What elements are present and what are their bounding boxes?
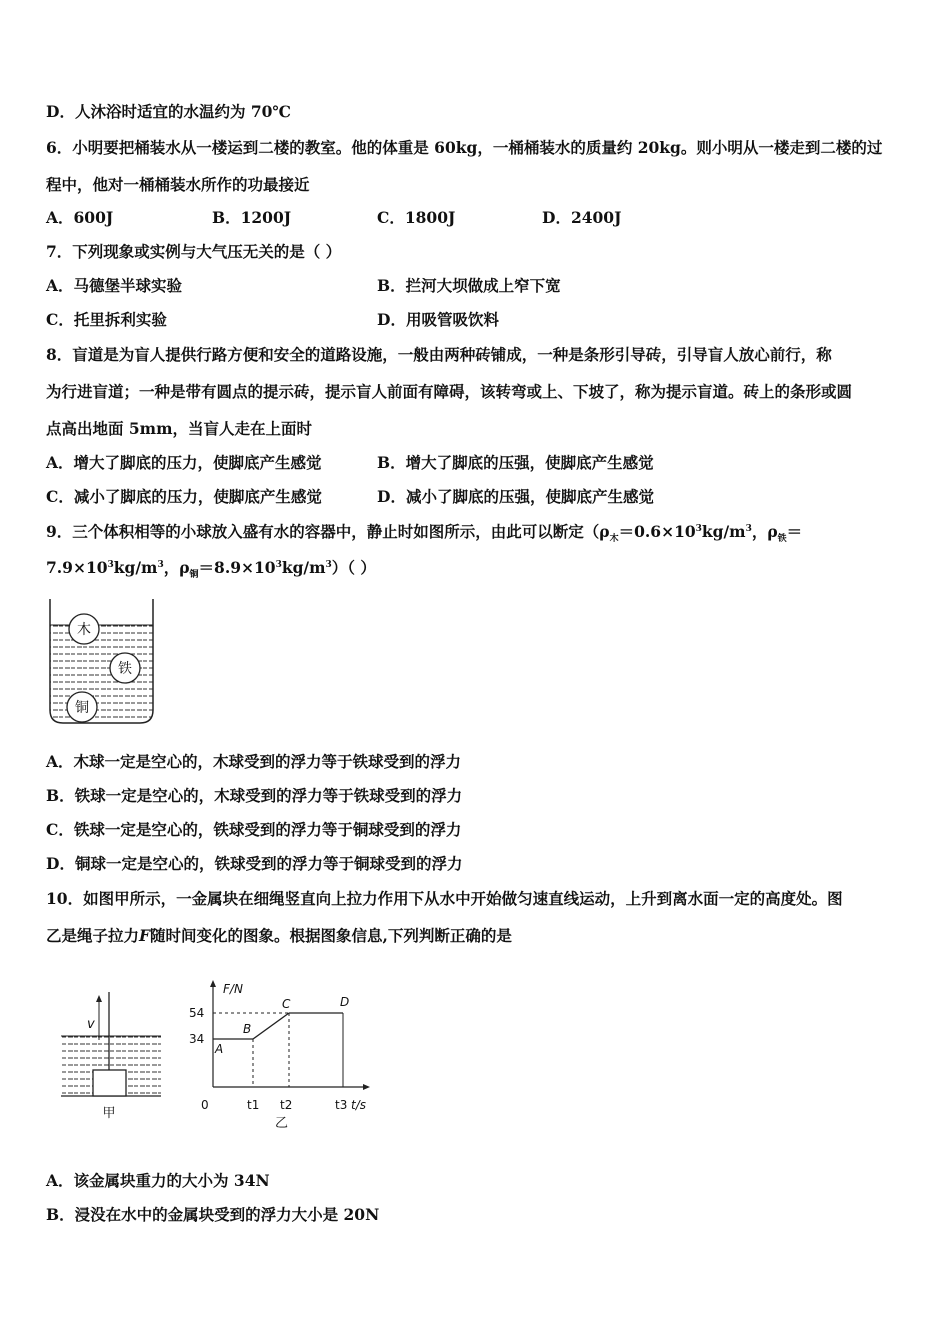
point-d-label: D bbox=[340, 995, 350, 1009]
y-axis-arrow bbox=[210, 980, 216, 987]
velocity-label: v bbox=[87, 1017, 95, 1032]
point-a-label: A bbox=[215, 1042, 224, 1056]
y-axis-label: F/N bbox=[223, 982, 243, 996]
q10-stem-post: 随时间变化的图象。根据图象信息,下列判断正确的是 bbox=[150, 926, 512, 945]
q9-option-b: B．铁球一定是空心的，木球受到的浮力等于铁球受到的浮力 bbox=[46, 786, 463, 805]
q7-option-b: B．拦河大坝做成上窄下宽 bbox=[377, 276, 561, 295]
q10-stem-line2 bbox=[46, 926, 512, 946]
x-axis-label: t/s bbox=[351, 1098, 366, 1112]
point-b-label: B bbox=[243, 1022, 252, 1036]
q9-option-a: A．木球一定是空心的，木球受到的浮力等于铁球受到的浮力 bbox=[46, 752, 462, 771]
origin-label: 0 bbox=[201, 1098, 209, 1112]
q8-stem-line3: 点高出地面 5mm，当盲人走在上面时 bbox=[46, 419, 312, 438]
q6-option-a: A．600J bbox=[46, 208, 114, 227]
q10-stem-line1: 10．如图甲所示，一金属块在细绳竖直向上拉力作用下从水中开始做匀速直线运动，上升到离水面一定的高度处。图 bbox=[46, 889, 843, 908]
q9-stem-line2 bbox=[46, 558, 376, 581]
q5-option-d: D．人沐浴时适宜的水温约为 70℃ bbox=[46, 102, 291, 121]
tick-x-t3: t3 bbox=[335, 1098, 348, 1112]
exp: 3 bbox=[745, 523, 752, 534]
q8-stem-line1: 8．盲道是为盲人提供行路方便和安全的道路设施，一般由两种砖铺成，一种是条形引导砖，引导盲人放心前行，称 bbox=[46, 345, 832, 364]
q10-figure-yi-chart bbox=[185, 975, 385, 1135]
q10-stem-pre: 乙是绳子拉力 bbox=[46, 926, 140, 945]
exp: 3 bbox=[107, 559, 114, 570]
q8-option-a: A．增大了脚底的压力，使脚底产生感觉 bbox=[46, 453, 322, 472]
q6-stem-line2: 程中，他对一桶桶装水所作的功最接近 bbox=[46, 175, 310, 194]
x-axis-arrow bbox=[363, 1084, 370, 1090]
q6-option-b: B．1200J bbox=[212, 208, 292, 227]
q10-figure-jia bbox=[55, 992, 175, 1127]
point-c-label: C bbox=[282, 997, 291, 1011]
velocity-arrowhead bbox=[96, 995, 102, 1002]
q8-option-c: C．减小了脚底的压力，使脚底产生感觉 bbox=[46, 487, 322, 506]
q9-stem-line1 bbox=[46, 522, 803, 545]
exp: 3 bbox=[275, 559, 282, 570]
q9-option-c: C．铁球一定是空心的，铁球受到的浮力等于铜球受到的浮力 bbox=[46, 820, 462, 839]
figure-jia-label: 甲 bbox=[102, 1106, 116, 1121]
figure-yi-label: 乙 bbox=[275, 1116, 289, 1131]
rho-symbol: ρ bbox=[767, 522, 778, 541]
equals: ＝ bbox=[786, 522, 803, 541]
q9-container-figure bbox=[40, 595, 160, 730]
separator: ， bbox=[751, 522, 768, 541]
exp: 3 bbox=[325, 559, 332, 570]
q9-option-d: D．铜球一定是空心的，铁球受到的浮力等于铜球受到的浮力 bbox=[46, 854, 463, 873]
q9-stem-text: 9．三个体积相等的小球放入盛有水的容器中，静止时如图所示，由此可以断定（ bbox=[46, 522, 600, 541]
rho-wood-sub: 木 bbox=[609, 534, 619, 545]
unit: kg/m bbox=[701, 522, 746, 541]
tick-y-34: 34 bbox=[189, 1032, 205, 1046]
exp: 3 bbox=[695, 523, 702, 534]
q6-option-c: C．1800J bbox=[377, 208, 456, 227]
q6-option-d: D．2400J bbox=[542, 208, 622, 227]
iron-ball-label: 铁 bbox=[118, 661, 132, 677]
rho-symbol: ρ bbox=[599, 522, 610, 541]
rho-copper-sub: 铜 bbox=[189, 570, 199, 581]
rho-iron-value: 7.9×10 bbox=[46, 558, 108, 577]
q7-option-d: D．用吸管吸饮料 bbox=[377, 310, 499, 329]
rho-copper-value: ＝8.9×10 bbox=[198, 558, 276, 577]
metal-block bbox=[93, 1070, 126, 1096]
rho-wood-value: ＝0.6×10 bbox=[618, 522, 696, 541]
q10-option-a: A．该金属块重力的大小为 34N bbox=[46, 1171, 270, 1190]
rho-symbol: ρ bbox=[179, 558, 190, 577]
copper-ball-label: 铜 bbox=[75, 700, 89, 716]
q10-var-f: F bbox=[139, 926, 151, 945]
q8-option-b: B．增大了脚底的压强，使脚底产生感觉 bbox=[377, 453, 654, 472]
q7-option-c: C．托里拆利实验 bbox=[46, 310, 167, 329]
close-bracket: ）（ ） bbox=[331, 558, 376, 577]
unit: kg/m bbox=[281, 558, 326, 577]
q7-stem: 7．下列现象或实例与大气压无关的是（ ） bbox=[46, 242, 342, 261]
q6-stem-line1: 6．小明要把桶装水从一楼运到二楼的教室。他的体重是 60kg，一桶桶装水的质量约 20kg。则小明从一楼走到二楼的过 bbox=[46, 138, 883, 157]
rho-iron-sub: 铁 bbox=[777, 534, 787, 545]
exp: 3 bbox=[157, 559, 164, 570]
wood-ball-label: 木 bbox=[77, 622, 91, 638]
q7-option-a: A．马德堡半球实验 bbox=[46, 276, 183, 295]
tick-x-t1: t1 bbox=[247, 1098, 260, 1112]
q8-option-d: D．减小了脚底的压强，使脚底产生感觉 bbox=[377, 487, 654, 506]
separator: ， bbox=[163, 558, 180, 577]
q8-stem-line2: 为行进盲道；一种是带有圆点的提示砖，提示盲人前面有障碍，该转弯或上、下坡了，称为提示盲道。砖上的条形或圆 bbox=[46, 382, 853, 401]
tick-x-t2: t2 bbox=[280, 1098, 293, 1112]
tick-y-54: 54 bbox=[189, 1006, 205, 1020]
series-segment-1 bbox=[253, 1013, 289, 1039]
q10-option-b: B．浸没在水中的金属块受到的浮力大小是 20N bbox=[46, 1205, 380, 1224]
unit: kg/m bbox=[113, 558, 158, 577]
